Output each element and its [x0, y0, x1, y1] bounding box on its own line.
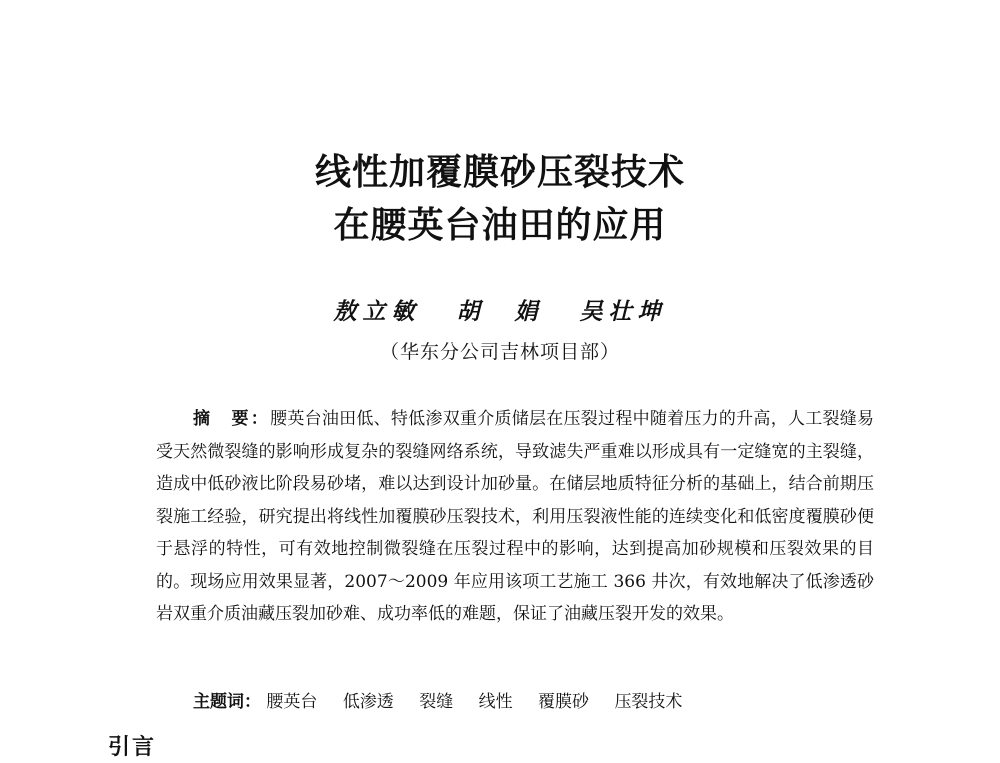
abstract-text: 腰英台油田低、特低渗双重介质储层在压裂过程中随着压力的升高，人工裂缝易受天然微裂缝的影响形成复杂的裂缝网络系统，导致滤失严重难以形成具有一定缝宽的主裂缝，造成中低砂液比阶段易砂堵，难以达到设计加砂量。在储层地质特征分析的基础上，结合前期压裂施工经验，研究提出将线性加覆膜砂压裂技术，利用压裂液性能的连续变化和低密度覆膜砂便于悬浮的特性，可有效地控制微裂缝在压裂过程中的影响，达到提高加砂规模和压裂效果的目的。现场应用效果显著，2007～2009 年应用该项工艺施工 366 井次，有效地解决了低渗透砂岩双重介质油藏压裂加砂难、成功率低的难题，保证了油藏压裂开发的效果。	[156, 409, 875, 624]
keyword: 腰英台	[266, 692, 318, 712]
author-3: 吴壮坤	[579, 298, 667, 325]
author-1: 敖立敏	[333, 298, 421, 325]
keyword: 低渗透	[342, 692, 394, 712]
keyword: 覆膜砂	[538, 692, 590, 712]
author-2: 胡 娟	[456, 298, 544, 325]
keywords-label: 主题词：	[193, 692, 261, 712]
paper-title-line-2: 在腰英台油田的应用	[333, 204, 667, 246]
affiliation: （华东分公司吉林项目部）	[379, 341, 620, 363]
abstract-label: 摘 要：	[193, 409, 271, 429]
keywords	[193, 688, 702, 716]
keyword: 线性	[478, 692, 513, 712]
keyword: 压裂技术	[614, 692, 683, 712]
keyword: 裂缝	[419, 692, 454, 712]
paper-title-line-1: 线性加覆膜砂压裂技术	[314, 151, 685, 193]
author-list	[0, 297, 1000, 327]
abstract	[156, 403, 874, 631]
section-heading-introduction: 引言	[108, 735, 157, 760]
